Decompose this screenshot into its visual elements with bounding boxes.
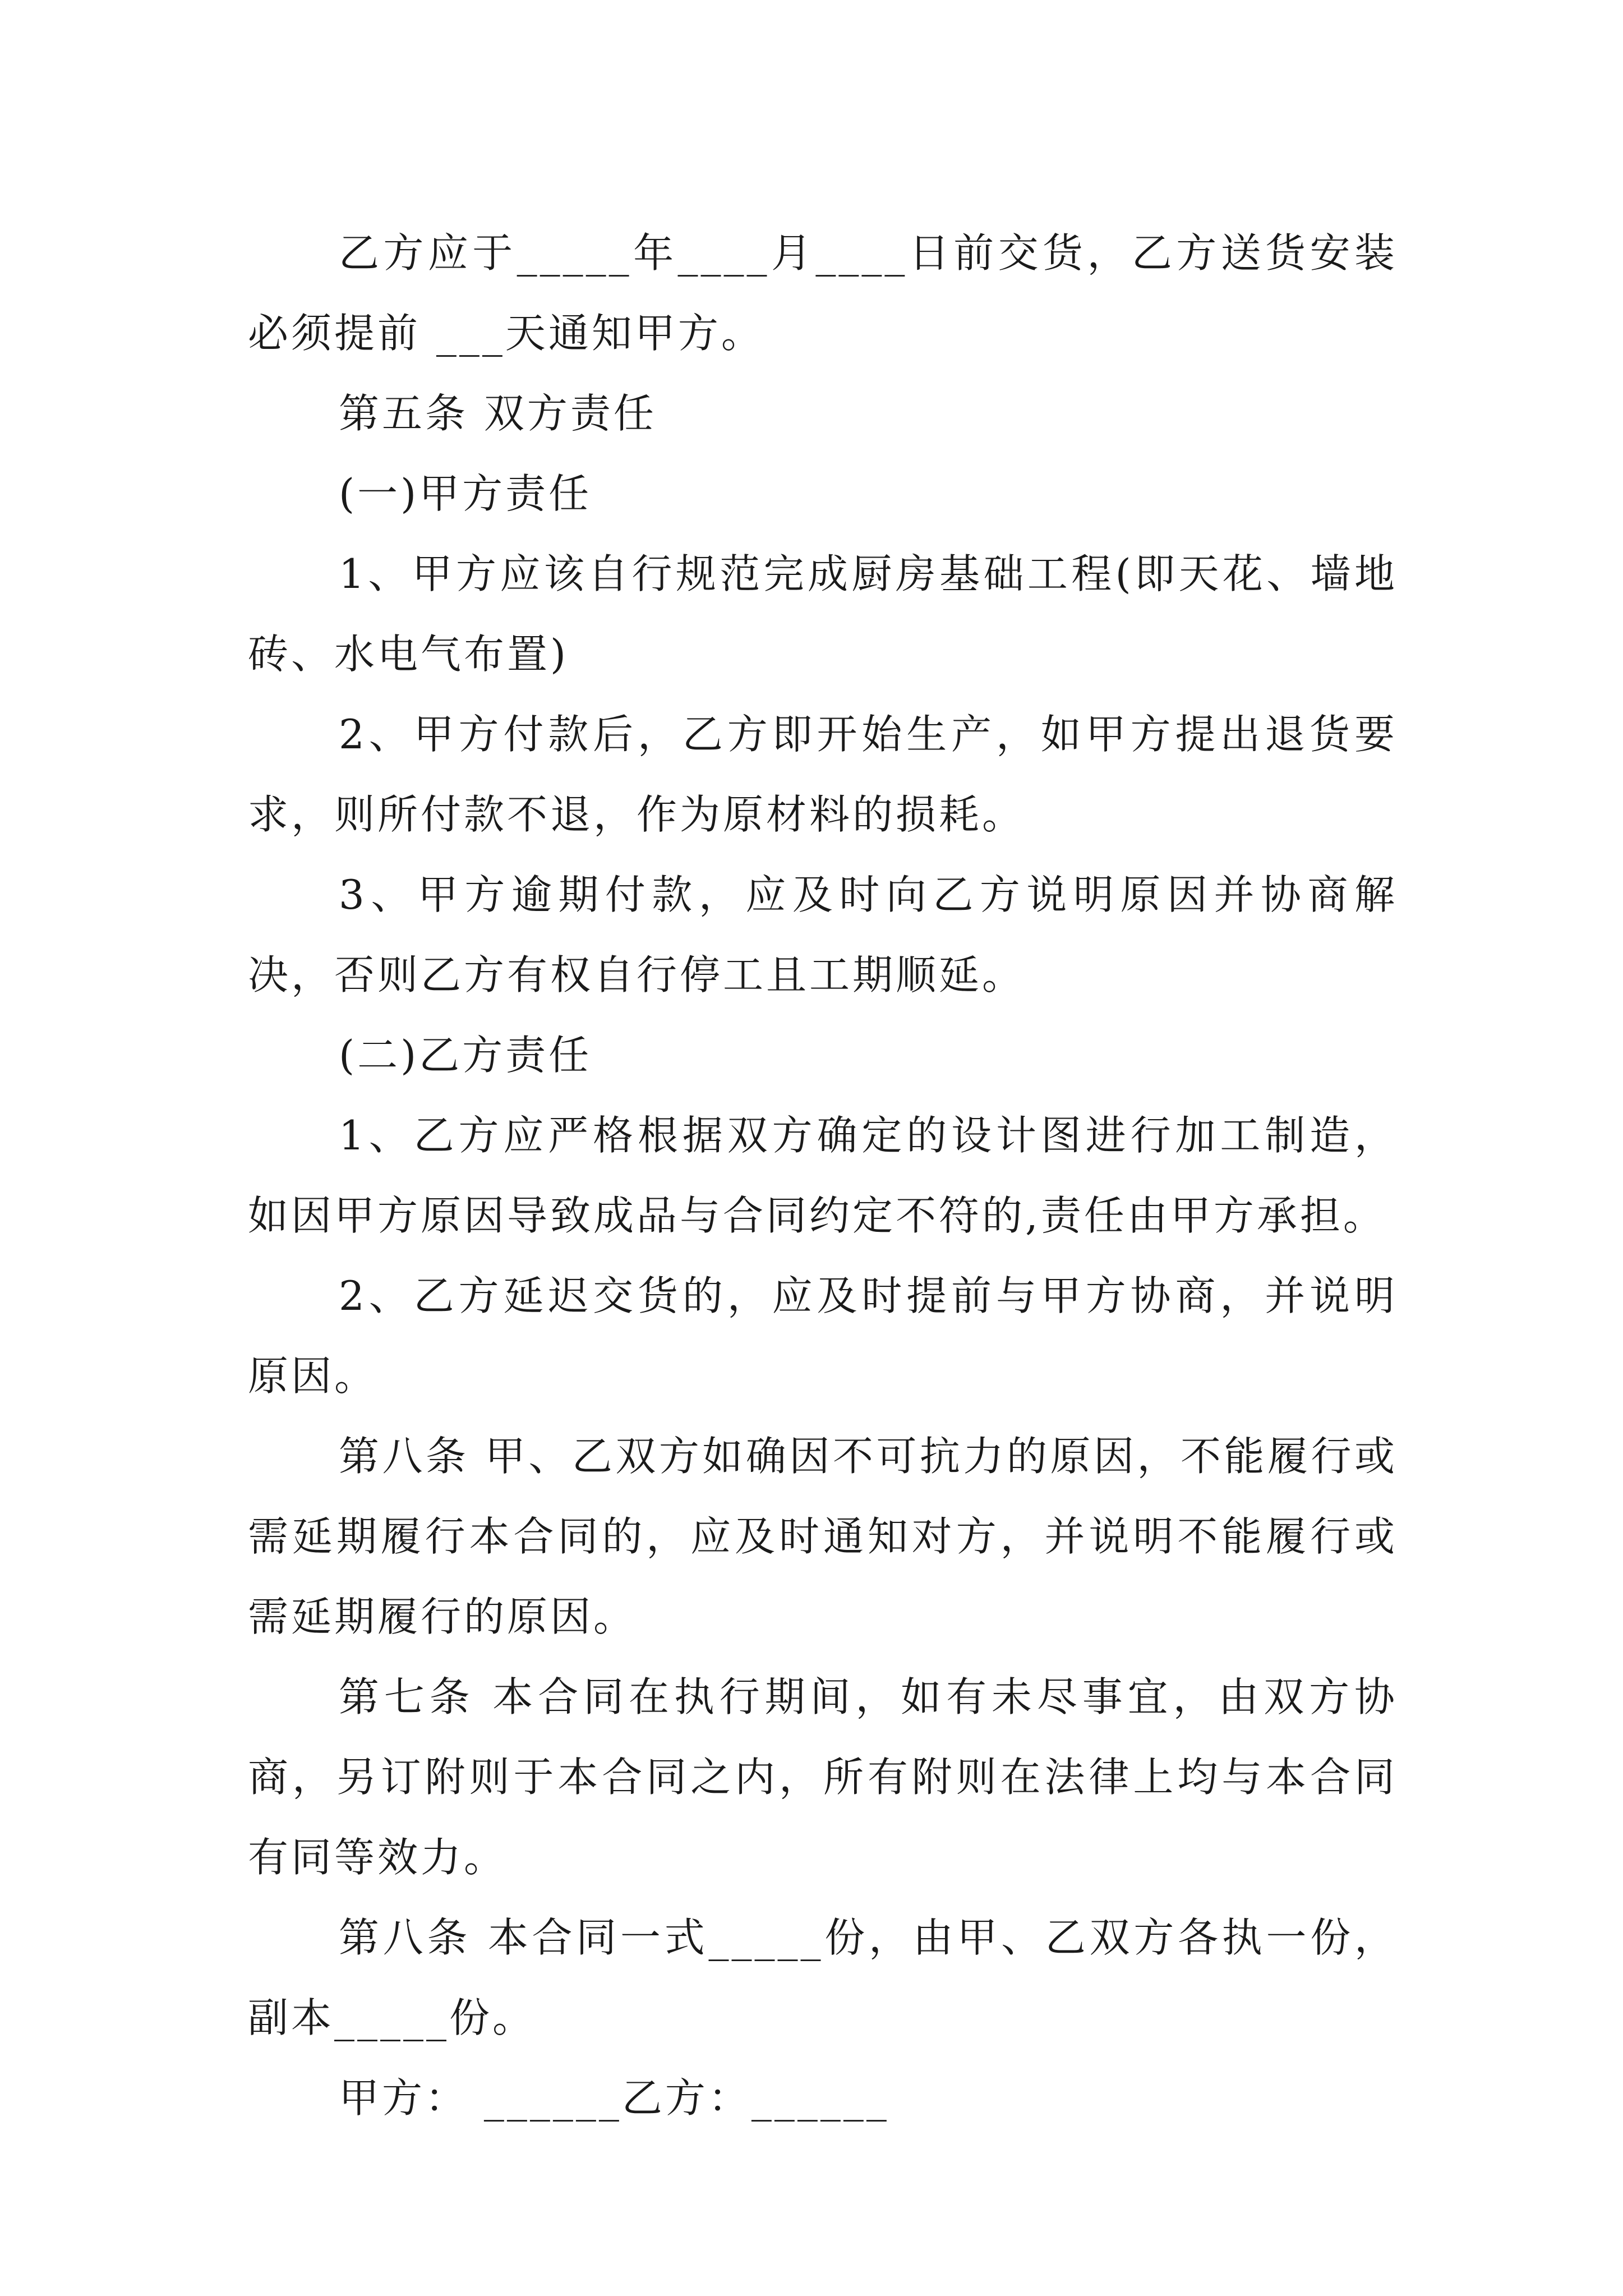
party-a-item-2: 2、甲方付款后，乙方即开始生产，如甲方提出退货要求，则所付款不退，作为原材料的损耗。 bbox=[248, 711, 1398, 838]
contract-body bbox=[248, 213, 1398, 2138]
signature-line: 甲方： ______乙方：______ bbox=[339, 2074, 889, 2122]
party-a-item-3: 3、甲方逾期付款，应及时向乙方说明原因并协商解决，否则乙方有权自行停工且工期顺延。 bbox=[248, 871, 1398, 999]
heading-party-b-duties: (二)乙方责任 bbox=[339, 1032, 592, 1079]
paragraph-delivery-terms: 乙方应于_____年____月____日前交货，乙方送货安装必须提前 ___天通知甲方。 bbox=[248, 229, 1398, 357]
paragraph-copies: 第八条 本合同一式_____份，由甲、乙双方各执一份，副本_____份。 bbox=[248, 1914, 1398, 2041]
heading-party-a-duties: (一)甲方责任 bbox=[339, 470, 592, 517]
paragraph-force-majeure: 第八条 甲、乙双方如确因不可抗力的原因，不能履行或需延期履行本合同的，应及时通知对方，并说明不能履行或需延期履行的原因。 bbox=[248, 1433, 1398, 1640]
heading-article-5: 第五条 双方责任 bbox=[339, 390, 657, 437]
paragraph-article-7: 第七条 本合同在执行期间，如有未尽事宜，由双方协商，另订附则于本合同之内，所有附则在法律上均与本合同有同等效力。 bbox=[248, 1673, 1398, 1881]
party-b-item-2: 2、乙方延迟交货的，应及时提前与甲方协商，并说明原因。 bbox=[248, 1272, 1398, 1400]
party-a-item-1: 1、甲方应该自行规范完成厨房基础工程(即天花、墙地砖、水电气布置) bbox=[248, 550, 1398, 678]
party-b-item-1: 1、乙方应严格根据双方确定的设计图进行加工制造，如因甲方原因导致成品与合同约定不符的,责任由甲方承担。 bbox=[248, 1112, 1398, 1239]
